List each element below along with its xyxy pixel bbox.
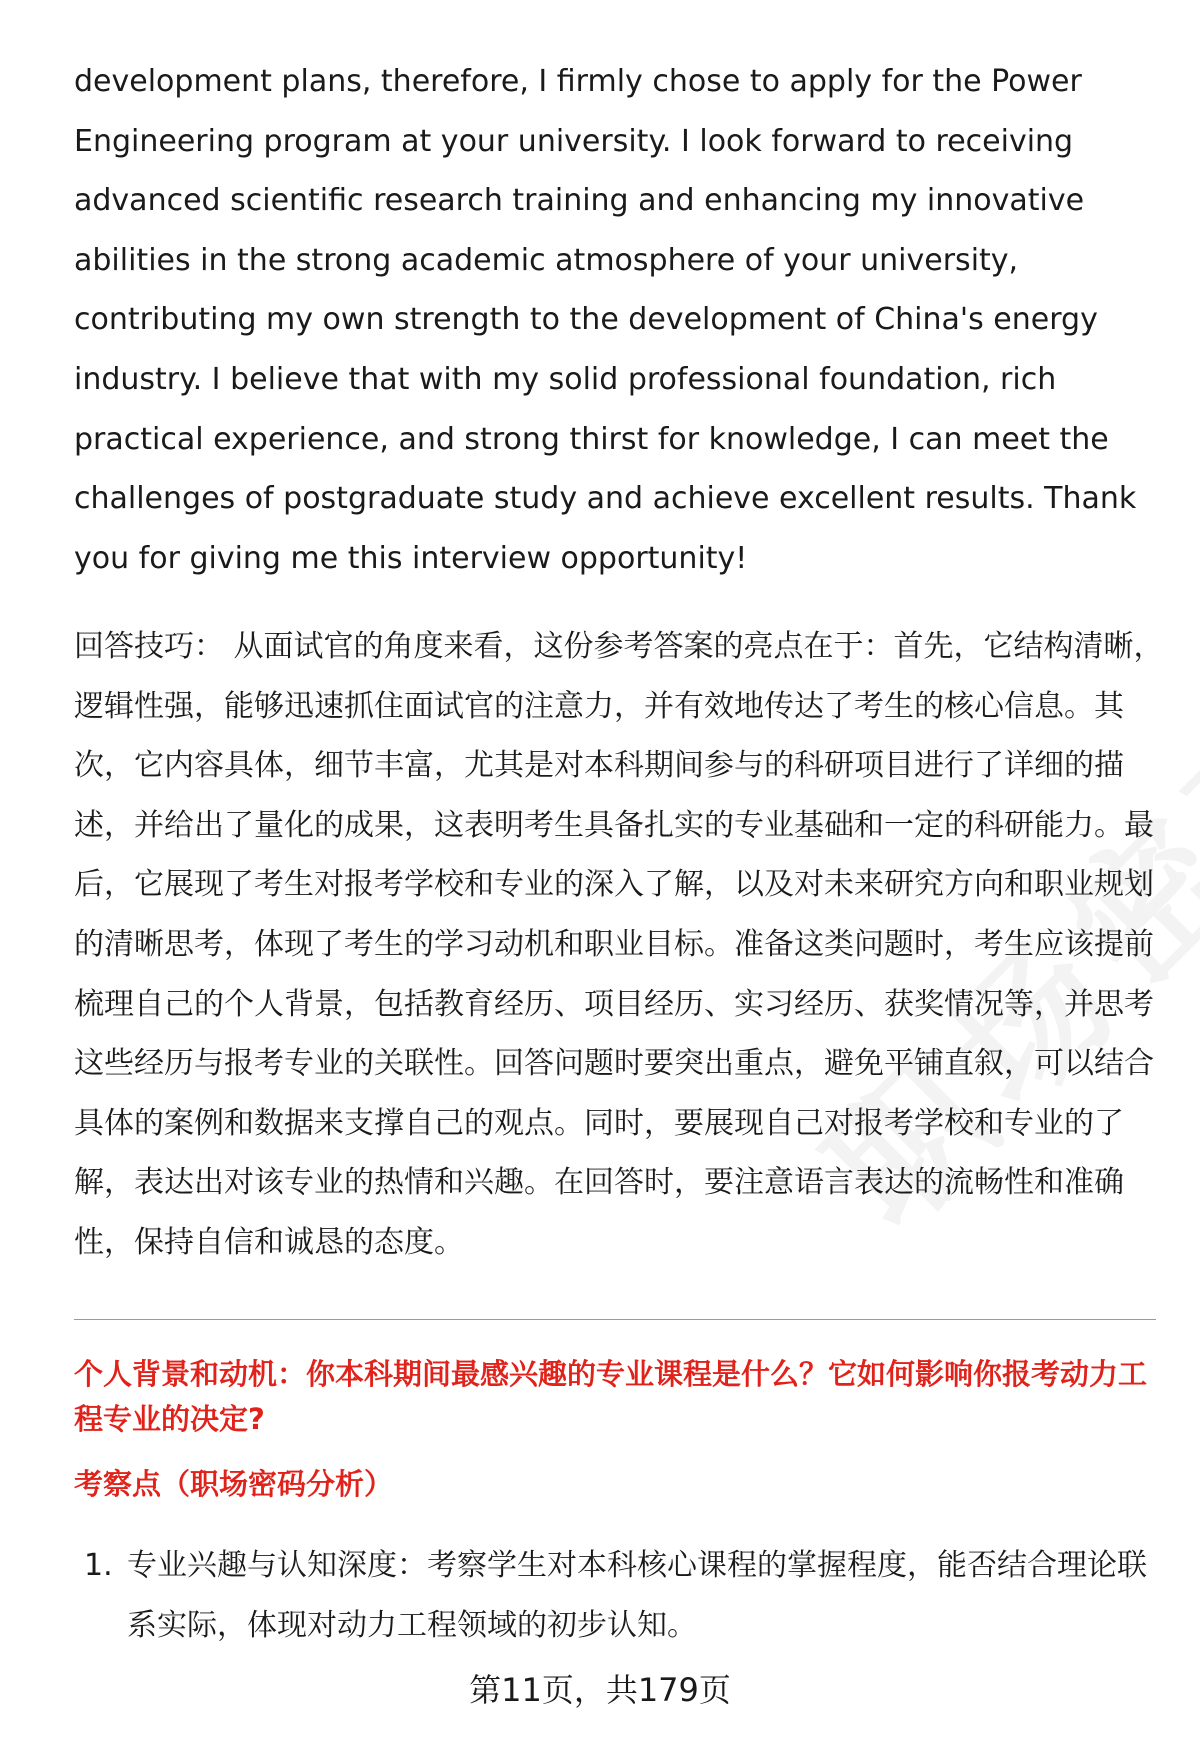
assessment-points-heading: 考察点（职场密码分析） — [74, 1467, 394, 1501]
page-footer: 第11页，共179页 — [469, 1671, 731, 1709]
list-item-text: 专业兴趣与认知深度：考察学生对本科核心课程的掌握程度，能否结合理论联系实际，体现对动力工程领域的初步认知。 — [127, 1548, 1147, 1643]
answer-continuation-paragraph: development plans, therefore, I firmly chose to apply for the Power Engineering program at your university. I look forward to receiving advanced scientific research training and enhancing my innovative abilities in the strong academic atmosphere of your university, contributing my own strength to the development of China's energy industry. I believe that with my solid professional foundation, rich practical experience, and strong thirst for knowledge, I can meet the challenges of postgraduate study and achieve excellent results. Thank you for giving me this interview opportunity! — [74, 64, 1137, 576]
answer-tips-paragraph: 回答技巧： 从面试官的角度来看，这份参考答案的亮点在于：首先，它结构清晰，逻辑性强，能够迅速抓住面试官的注意力，并有效地传达了考生的核心信息。其次，它内容具体，细节丰富，尤其是对本科期间参与的科研项目进行了详细的描述，并给出了量化的成果，这表明考生具备扎实的专业基础和一定的科研能力。最后，它展现了考生对报考学校和专业的深入了解，以及对未来研究方向和职业规划的清晰思考，体现了考生的学习动机和职业目标。准备这类问题时，考生应该提前梳理自己的个人背景，包括教育经历、项目经历、实习经历、获奖情况等，并思考这些经历与报考专业的关联性。回答问题时要突出重点，避免平铺直叙，可以结合具体的案例和数据来支撑自己的观点。同时，要展现自己对报考学校和专业的了解，表达出对该专业的热情和兴趣。在回答时，要注意语言表达的流畅性和准确性，保持自信和诚恳的态度。 — [74, 629, 1164, 1260]
assessment-points-list — [74, 1536, 1164, 1655]
section-divider — [74, 1319, 1156, 1320]
list-item — [74, 1536, 1164, 1655]
list-item-number: 1. — [84, 1548, 113, 1583]
interview-question-heading: 个人背景和动机：你本科期间最感兴趣的专业课程是什么？它如何影响你报考动力工程专业的决定? — [74, 1357, 1148, 1436]
